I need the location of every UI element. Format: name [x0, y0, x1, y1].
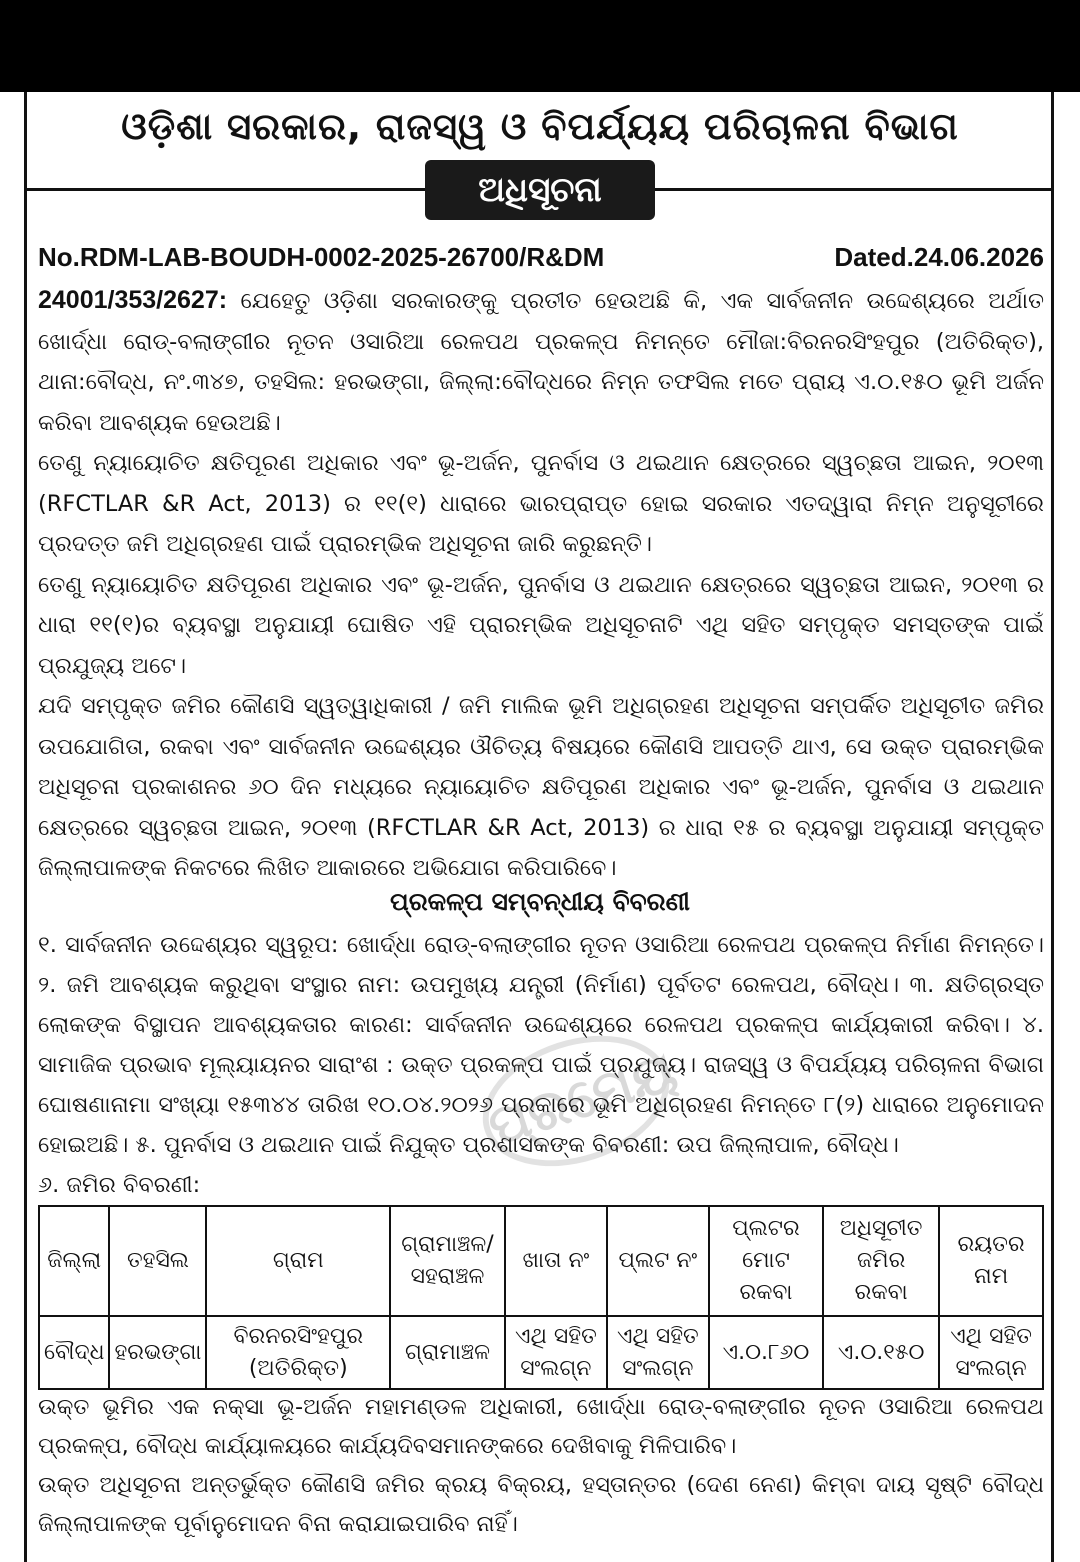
table-header-cell: ଗ୍ରାମାଞ୍ଚଳ/ ସହରାଞ୍ଚଳ: [390, 1206, 505, 1316]
table-header-cell: ଅଧିସୂଚୀତ ଜମିର ରକବା: [823, 1206, 939, 1316]
table-cell: ହରଭଙ୍ଗା: [109, 1316, 206, 1389]
paragraph-3: ତେଣୁ ନ୍ୟାୟୋଚିତ କ୍ଷତିପୂରଣ ଅଧିକାର ଏବଂ ଭୂ-ଅର୍ଜନ, ପୁନର୍ବାସ ଓ ଥଇଥାନ କ୍ଷେତ୍ରରେ ସ୍ୱଚ୍ଛତା ଆଇନ, ୨୦୧୩ ର ଧାରା ୧୧(୧)ର ବ୍ୟବସ୍ଥା ଅନୁଯାୟୀ ଘୋଷିତ ଏହି ପ୍ରାରମ୍ଭିକ ଅଧିସୂଚନାଟି ଏଥି ସହିତ ସମ୍ପୃକ୍ତ ସମସ୍ତଙ୍କ ପାଇଁ ପ୍ରଯୁଜ୍ୟ ଅଟେ।: [38, 571, 1044, 679]
table-cell: ଏ.୦.୧୫୦: [823, 1316, 939, 1389]
table-header-cell: ପ୍ଲଟର ମୋଟ ରକବା: [709, 1206, 823, 1316]
closing-notes: [38, 1388, 1044, 1544]
table-cell: ଏ.୦.୮୬୦: [709, 1316, 823, 1389]
table-cell: ଏଥି ସହିତ ସଂଲଗ୍ନ: [505, 1316, 607, 1389]
table-cell: ଏଥି ସହିତ ସଂଲଗ୍ନ: [607, 1316, 709, 1389]
table-header-row: [39, 1206, 1043, 1316]
table-header-cell: ଗ୍ରାମ: [206, 1206, 390, 1316]
table-cell: ବିରନରସିଂହପୁର (ଅତିରିକ୍ତ): [206, 1316, 390, 1389]
paragraph-1-text: ଯେହେତୁ ଓଡ଼ିଶା ସରକାରଙ୍କୁ ପ୍ରତୀତ ହେଉଅଛି କି, ଏକ ସାର୍ବଜନୀନ ଉଦ୍ଦେଶ୍ୟରେ ଅର୍ଥାତ ଖୋର୍ଦ୍ଧା ରୋଡ୍-ବଲାଙ୍ଗୀର ନୂତନ ଓସାରିଆ ରେଳପଥ ପ୍ରକଳ୍ପ ନିମନ୍ତେ ମୌଜା:ବିରନରସିଂହପୁର (ଅତିରିକ୍ତ), ଥାନା:ବୌଦ୍ଧ, ନଂ.୩୪୭, ତହସିଲ: ହରଭଙ୍ଗା, ଜିଲ୍ଲା:ବୌଦ୍ଧରେ ନିମ୍ନ ତଫସିଲ ମତେ ପ୍ରାୟ ଏ.୦.୧୫୦ ଭୂମି ଅର୍ଜନ କରିବା ଆବଶ୍ୟକ ହେଉଅଛି।: [38, 288, 1044, 436]
table-cell: ବୌଦ୍ଧ: [39, 1316, 109, 1389]
project-details-heading: ପ୍ରକଳ୍ପ ସମ୍ବନ୍ଧୀୟ ବିବରଣୀ: [390, 887, 690, 916]
land-details-table: [38, 1205, 1044, 1390]
paragraph-2: ତେଣୁ ନ୍ୟାୟୋଚିତ କ୍ଷତିପୂରଣ ଅଧିକାର ଏବଂ ଭୂ-ଅର୍ଜନ, ପୁନର୍ବାସ ଓ ଥଇଥାନ କ୍ଷେତ୍ରରେ ସ୍ୱଚ୍ଛତା ଆଇନ, ୨୦୧୩ (RFCTLAR &R Act, 2013) ର ୧୧(୧) ଧାରାରେ ଭାରପ୍ରାପ୍ତ ହୋଇ ସରକାର ଏତଦ୍ୱାରା ନିମ୍ନ ଅନୁସୂଚୀରେ ପ୍ରଦତ୍ତ ଜମି ଅଧିଗ୍ରହଣ ପାଇଁ ପ୍ରାରମ୍ଭିକ ଅଧିସୂଚନା ଜାରି କରୁଛନ୍ତି।: [38, 450, 1044, 557]
watermark-logo: ପ୍ରମେୟ: [466, 1013, 686, 1188]
table-row: [39, 1316, 1043, 1389]
closing-note-2: ଉକ୍ତ ଅଧିସୂଚନା ଅନ୍ତର୍ଭୁକ୍ତ କୌଣସି ଜମିର କ୍ରୟ ବିକ୍ରୟ, ହସ୍ତାନ୍ତର (ଦେଣ ନେଣ) କିମ୍ବା ଦାୟ ସୃଷ୍ଟି ବୌଦ୍ଧ ଜିଲ୍ଲାପାଳଙ୍କ ପୂର୍ବାନୁମୋଦନ ବିନା କରାଯାଇପାରିବ ନାହିଁ।: [38, 1472, 1044, 1537]
table-header-cell: ରୟତର ନାମ: [939, 1206, 1043, 1316]
table-header-cell: ପ୍ଲଟ ନଂ: [607, 1206, 709, 1316]
status-bar: [0, 0, 1080, 92]
table-header-cell: ଜିଲ୍ଲା: [39, 1206, 109, 1316]
project-items: ୧. ସାର୍ବଜନୀନ ଉଦ୍ଦେଶ୍ୟର ସ୍ୱରୂପ: ଖୋର୍ଦ୍ଧା ରୋଡ୍-ବଲାଙ୍ଗୀର ନୂତନ ଓସାରିଆ ରେଳପଥ ପ୍ରକଳ୍ପ ନିର୍ମାଣ ନିମନ୍ତେ। ୨. ଜମି ଆବଶ୍ୟକ କରୁଥିବା ସଂସ୍ଥାର ନାମ: ଉପମୁଖ୍ୟ ଯନ୍ତ୍ରୀ (ନିର୍ମାଣ) ପୂର୍ବତଟ ରେଳପଥ, ବୌଦ୍ଧ। ୩. କ୍ଷତିଗ୍ରସ୍ତ ଲୋକଙ୍କ ବିସ୍ଥାପନ ଆବଶ୍ୟକତାର କାରଣ: ସାର୍ବଜନୀନ ଉଦ୍ଦେଶ୍ୟରେ ରେଳପଥ ପ୍ରକଳ୍ପ କାର୍ଯ୍ୟକାରୀ କରିବା। ୪. ସାମାଜିକ ପ୍ରଭାବ ମୂଲ୍ୟାୟନର ସାରାଂଶ : ଉକ୍ତ ପ୍ରକଳ୍ପ ପାଇଁ ପ୍ରଯୁଜ୍ୟ। ରାଜସ୍ୱ ଓ ବିପର୍ଯ୍ୟୟ ପରିଚାଳନା ବିଭାଗ ଘୋଷଣାନାମା ସଂଖ୍ୟା ୧୫୩୪୪ ତାରିଖ ୧୦.୦୪.୨୦୨୬ ପ୍ରକାରେ ଭୂମି ଅଧିଗ୍ରହଣ ନିମନ୍ତେ ୮(୨) ଧାରାରେ ଅନୁମୋଦନ ହୋଇଅଛି। ୫. ପୁନର୍ବାସ ଓ ଥଇଥାନ ପାଇଁ ନିଯୁକ୍ତ ପ୍ରଶାସକଙ୍କ ବିବରଣୀ: ଉପ ଜିଲ୍ଲାପାଳ, ବୌଦ୍ଧ।: [38, 932, 1044, 1158]
table-header-cell: ଖାତା ନଂ: [505, 1206, 607, 1316]
department-title: ଓଡ଼ିଶା ସରକାର, ରାଜସ୍ୱ ଓ ବିପର୍ଯ୍ୟୟ ପରିଚାଳନା ବିଭାଗ: [121, 105, 959, 148]
memo-number: 24001/353/2627:: [38, 286, 228, 314]
table-header-cell: ତହସିଲ: [109, 1206, 206, 1316]
closing-note-1: ଉକ୍ତ ଭୂମିର ଏକ ନକ୍ସା ଭୂ-ଅର୍ଜନ ମହାମଣ୍ଡଳ ଅଧିକାରୀ, ଖୋର୍ଦ୍ଧା ରୋଡ୍-ବଲାଙ୍ଗୀର ନୂତନ ଓସାରିଆ ରେଳପଥ ପ୍ରକଳ୍ପ, ବୌଦ୍ଧ କାର୍ଯ୍ୟାଳୟରେ କାର୍ଯ୍ୟଦିବସମାନଙ୍କରେ ଦେଖିବାକୁ ମିଳିପାରିବ।: [38, 1394, 1044, 1459]
reference-date: Dated.24.06.2026: [834, 242, 1044, 272]
project-item-6: ୬. ଜମିର ବିବରଣୀ:: [38, 1172, 201, 1198]
paragraph-1: [38, 280, 1044, 443]
table-cell: ଏଥି ସହିତ ସଂଲଗ୍ନ: [939, 1316, 1043, 1389]
paragraph-4: ଯଦି ସମ୍ପୃକ୍ତ ଜମିର କୌଣସି ସ୍ୱତ୍ୱାଧିକାରୀ / ଜମି ମାଲିକ ଭୂମି ଅଧିଗ୍ରହଣ ଅଧିସୂଚନା ସମ୍ପର୍କିତ ଅଧିସୂଚୀତ ଜମିର ଉପଯୋଗିତା, ରକବା ଏବଂ ସାର୍ବଜନୀନ ଉଦ୍ଦେଶ୍ୟର ଔଚିତ୍ୟ ବିଷୟରେ କୌଣସି ଆପତ୍ତି ଥାଏ, ସେ ଉକ୍ତ ପ୍ରାରମ୍ଭିକ ଅଧିସୂଚନା ପ୍ରକାଶନର ୬୦ ଦିନ ମଧ୍ୟରେ ନ୍ୟାୟୋଚିତ କ୍ଷତିପୂରଣ ଅଧିକାର ଏବଂ ଭୂ-ଅର୍ଜନ, ପୁନର୍ବାସ ଓ ଥଇଥାନ କ୍ଷେତ୍ରରେ ସ୍ୱଚ୍ଛତା ଆଇନ, ୨୦୧୩ (RFCTLAR &R Act, 2013) ର ଧାରା ୧୫ ର ବ୍ୟବସ୍ଥା ଅନୁଯାୟୀ ସମ୍ପୃକ୍ତ ଜିଲ୍ଲାପାଳଙ୍କ ନିକଟରେ ଲିଖିତ ଆକାରରେ ଅଭିଯୋଗ କରିପାରିବେ।: [38, 693, 1044, 881]
notification-badge: ଅଧିସୂଚନା: [425, 160, 655, 220]
reference-line: [38, 240, 1044, 274]
notice-body: [38, 280, 1044, 889]
table-cell: ଗ୍ରାମାଞ୍ଚଳ: [390, 1316, 505, 1389]
reference-number: No.RDM-LAB-BOUDH-0002-2025-26700/R&DM: [38, 242, 605, 272]
